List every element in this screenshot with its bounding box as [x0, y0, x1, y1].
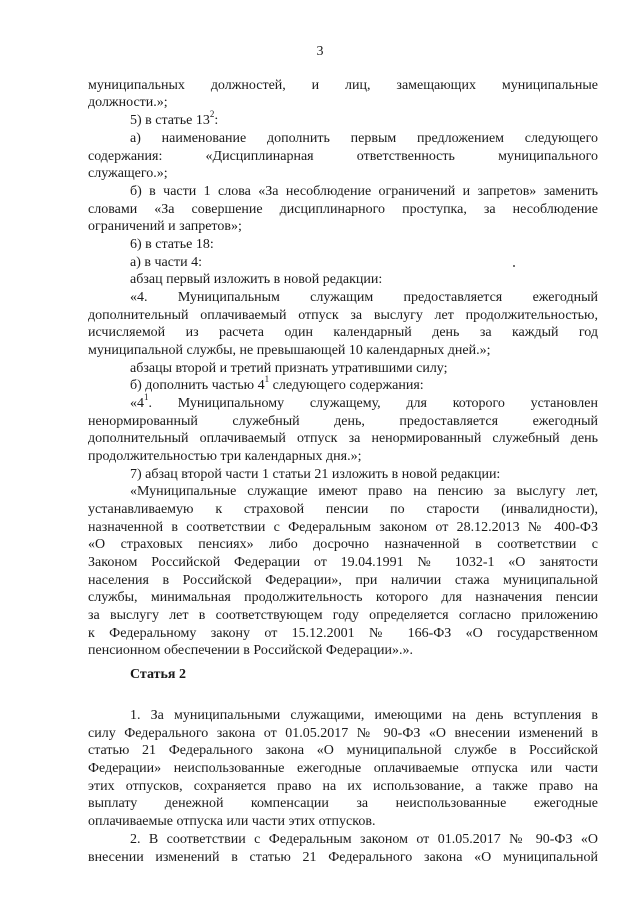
- stray-dot: [513, 265, 515, 267]
- text-line: муниципальной службы, не превышающей 10 календарных дней.»;: [88, 343, 491, 358]
- text-fragment: . Муниципальному служащему, для которого установлен: [148, 396, 598, 411]
- text-line: «О страховых пенсиях» либо досрочно назначенной в соответствии с: [88, 537, 598, 552]
- text-line: 6) в статье 18:: [130, 237, 214, 252]
- text-fragment: следующего содержания:: [269, 378, 424, 393]
- text-line: внесении изменений в статью 21 Федерального закона «О муниципальной: [88, 850, 598, 865]
- text-line: службы, минимальная продолжительность которого для назначения пенсии: [88, 590, 598, 605]
- page-number: 3: [316, 44, 324, 59]
- text-line: силу Федерального закона от 01.05.2017 № 90-ФЗ «О внесении изменений в: [88, 726, 598, 741]
- text-line: Федерации» неиспользованные ежегодные оплачиваемые отпуска или части: [88, 761, 598, 776]
- text-line: населения в Российской Федерации», при наличии стажа муниципальной: [88, 573, 598, 588]
- text-line: продолжительностью три календарных дня.»;: [88, 449, 362, 464]
- text-line: выплату денежной компенсации за неиспользованные ежегодные: [88, 796, 598, 811]
- text-line: 5) в статье $13^2$:: [130, 109, 219, 128]
- text-line: оплачиваемые отпуска или части этих отпусков.: [88, 814, 376, 829]
- text-line: 2. В соответствии с Федеральным законом от 01.05.2017 № 90-ФЗ «О: [130, 832, 598, 847]
- text-line: 1. За муниципальными служащими, имеющими на день вступления в: [130, 708, 598, 723]
- text-line: «4. Муниципальным служащим предоставляется ежегодный: [130, 290, 598, 305]
- text-line: назначенной в соответствии с Федеральным законом от 28.12.2013 № 400-ФЗ: [88, 520, 598, 535]
- text-line: [130, 392, 598, 412]
- text-fragment: «4: [130, 396, 144, 411]
- text-line: статью 21 Федерального закона «О муниципальной службе в Российской: [88, 743, 598, 758]
- text-line: этих отпусков, сохраняется право на их использование, а также право на: [88, 779, 598, 794]
- text-line: 7) абзац второй части 1 статьи 21 изложить в новой редакции:: [130, 467, 501, 482]
- superscript: 1: [144, 392, 149, 403]
- text-line: устанавливаемую к страховой пенсии по старости (инвалидности),: [88, 502, 598, 517]
- text-line: словами «За совершение дисциплинарного проступка, за несоблюдение: [88, 202, 598, 217]
- text-line: к Федеральному закону от 15.12.2001 № 166-ФЗ «О государственном: [88, 626, 598, 641]
- text-line: за выслугу лет в соответствующем году определяется согласно приложению: [88, 608, 598, 623]
- text-line: дополнительный оплачиваемый отпуск за выслугу лет продолжительностью,: [88, 308, 598, 323]
- text-line: ненормированный служебный день, предоставляется ежегодный: [88, 414, 598, 429]
- text-line: [130, 374, 598, 394]
- text-line: б) в части 1 слова «За несоблюдение ограничений и запретов» заменить: [130, 184, 598, 199]
- text-line: Законом Российской Федерации от 19.04.1991 № 1032-1 «О занятости: [88, 555, 598, 570]
- superscript: 2: [209, 109, 215, 120]
- text-line: муниципальных должностей, и лиц, замещающих муниципальные: [88, 78, 598, 93]
- text-line: абзац первый изложить в новой редакции:: [130, 272, 383, 287]
- text-line: а) наименование дополнить первым предложением следующего: [130, 131, 598, 146]
- text-line: содержания: «Дисциплинарная ответственность муниципального: [88, 149, 598, 164]
- text-line: пенсионном обеспечении в Российской Федерации».».: [88, 643, 414, 658]
- text-fragment: 5) в статье 13: [130, 113, 210, 128]
- text-line: абзацы второй и третий признать утратившими силу;: [130, 361, 448, 376]
- text-line: дополнительный оплачиваемый отпуск за ненормированный служебный день: [88, 431, 598, 446]
- text-fragment: [130, 392, 149, 412]
- text-line: ограничений и запретов»;: [88, 219, 242, 234]
- text-line: служащего.»;: [88, 166, 168, 181]
- text-line: должности.»;: [88, 95, 168, 110]
- superscript: 1: [264, 374, 270, 385]
- text-fragment: б) дополнить частью 4: [130, 378, 265, 393]
- text-line: «Муниципальные служащие имеют право на пенсию за выслугу лет,: [130, 484, 598, 499]
- text-line: а) в части 4:: [130, 255, 202, 270]
- article-heading: Статья 2: [130, 667, 186, 682]
- text-line: исчисляемой из расчета один календарный день за каждый год: [88, 325, 598, 340]
